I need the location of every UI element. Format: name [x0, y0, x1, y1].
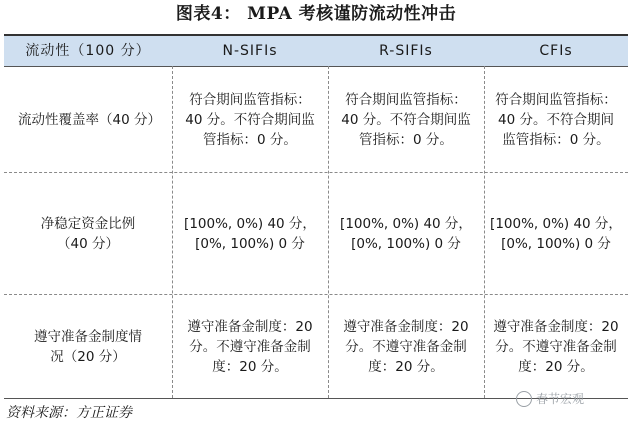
header-cell-liquidity: 流动性（100 分）	[25, 43, 151, 59]
table-cell: 符合期间监管指标：40 分。不符合期间监管指标：0 分。	[495, 91, 617, 148]
watermark	[516, 390, 584, 407]
table-cell: 遵守准备金制度：20 分。不遵守准备金制度：20 分。	[493, 318, 619, 375]
row-label-nsfr: 净稳定资金比例（40 分）	[40, 215, 136, 252]
header-cell-n-sifis: N-SIFIs	[222, 43, 278, 59]
table-header	[4, 36, 628, 67]
table-cell: 遵守准备金制度：20 分。不遵守准备金制度：20 分。	[187, 318, 313, 375]
wechat-icon	[516, 391, 532, 407]
row-label-reserve: 遵守准备金制度情况（20 分）	[34, 328, 142, 365]
header-cell-r-sifis: R-SIFIs	[379, 43, 433, 59]
table-cell: 符合期间监管指标：40 分。不符合期间监管指标：0 分。	[185, 91, 315, 148]
table-cell: [100%, 0%) 40 分，[0%, 100%) 0 分	[490, 215, 622, 252]
mpa-liquidity-table	[4, 34, 628, 399]
header-cell-cfis: CFIs	[539, 43, 573, 59]
watermark-text: 春节宏观	[536, 392, 585, 406]
table-cell: 遵守准备金制度：20 分。不遵守准备金制度：20 分。	[343, 318, 469, 375]
source-note: 资料来源：方正证券	[6, 405, 132, 421]
table-cell: [100%, 0%) 40 分，[0%, 100%) 0 分	[340, 215, 472, 252]
figure-title: 图表4： MPA 考核谨防流动性冲击	[175, 4, 457, 24]
table-cell: [100%, 0%) 40 分，[0%, 100%) 0 分	[184, 215, 316, 252]
table-cell: 符合期间监管指标：40 分。不符合期间监管指标：0 分。	[341, 91, 471, 148]
row-label-lcr: 流动性覆盖率（40 分）	[18, 111, 161, 128]
